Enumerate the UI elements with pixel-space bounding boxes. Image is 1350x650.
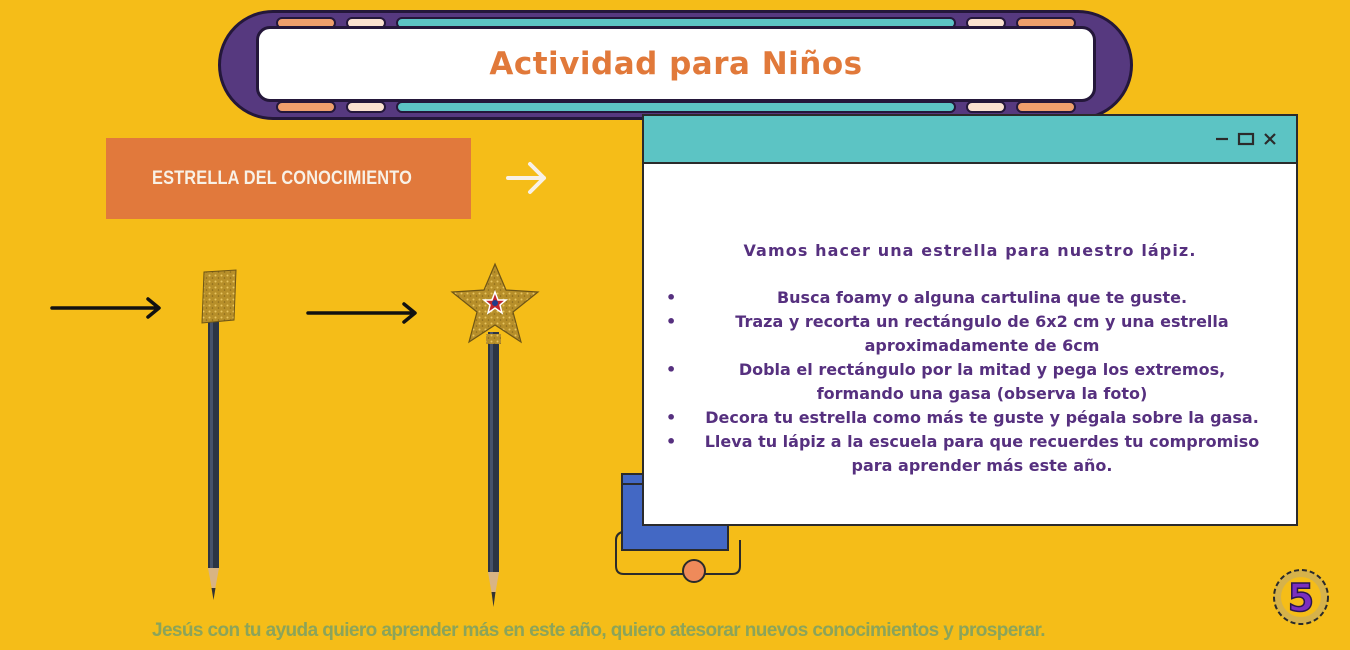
step-text: Lleva tu lápiz a la escuela para que recuerdes tu compromiso para aprender más este año. [704,432,1260,475]
page-title: Actividad para Niños [489,46,863,82]
window-content [666,241,1274,478]
intro-text: Vamos hacer una estrella para nuestro lápiz. [743,241,1197,260]
list-item [666,286,1274,310]
title-box [256,26,1096,102]
bullet: • [666,312,677,331]
footer-prayer: Jesús con tu ayuda quiero aprender más en este año, quiero atesorar nuevos conocimientos y prosperar. [152,620,1045,641]
bullet: • [666,360,677,379]
step-text: Busca foamy o alguna cartulina que te guste. [776,288,1188,307]
bullet: • [666,408,677,427]
bullet: • [666,432,677,451]
banner-stripe [1016,101,1076,113]
list-item [666,310,1274,358]
bullet: • [666,288,677,307]
step-text: Decora tu estrella como más te guste y pégala sobre la gasa. [705,408,1259,427]
arrow-right-icon [506,160,550,196]
badge-number: 5 [1287,576,1315,620]
instructions-window [642,114,1298,526]
list-item [666,358,1274,406]
button-label: ESTRELLA DEL CONOCIMIENTO [152,167,413,189]
minimize-icon[interactable] [1213,130,1231,148]
banner-stripe [966,101,1006,113]
close-icon[interactable] [1261,130,1279,148]
maximize-icon[interactable] [1237,130,1255,148]
list-item [666,430,1274,478]
banner-stripe [396,101,956,113]
window-titlebar [644,116,1296,164]
steps-list [666,286,1274,478]
step-text: Traza y recorta un rectángulo de 6x2 cm y una estrella aproximadamente de 6cm [735,312,1229,355]
estrella-conocimiento-button[interactable] [106,138,471,219]
banner-stripe [276,101,336,113]
pencil-with-loop-image [196,268,242,613]
arrow-right-icon [50,296,164,320]
pencil-with-star-image [448,262,542,617]
banner-stripe [346,101,386,113]
number-badge-logo [1270,566,1332,628]
step-text: Dobla el rectángulo por la mitad y pega los extremos, formando una gasa (observa la foto) [738,360,1226,403]
list-item [666,406,1274,430]
arrow-right-icon [306,301,420,325]
